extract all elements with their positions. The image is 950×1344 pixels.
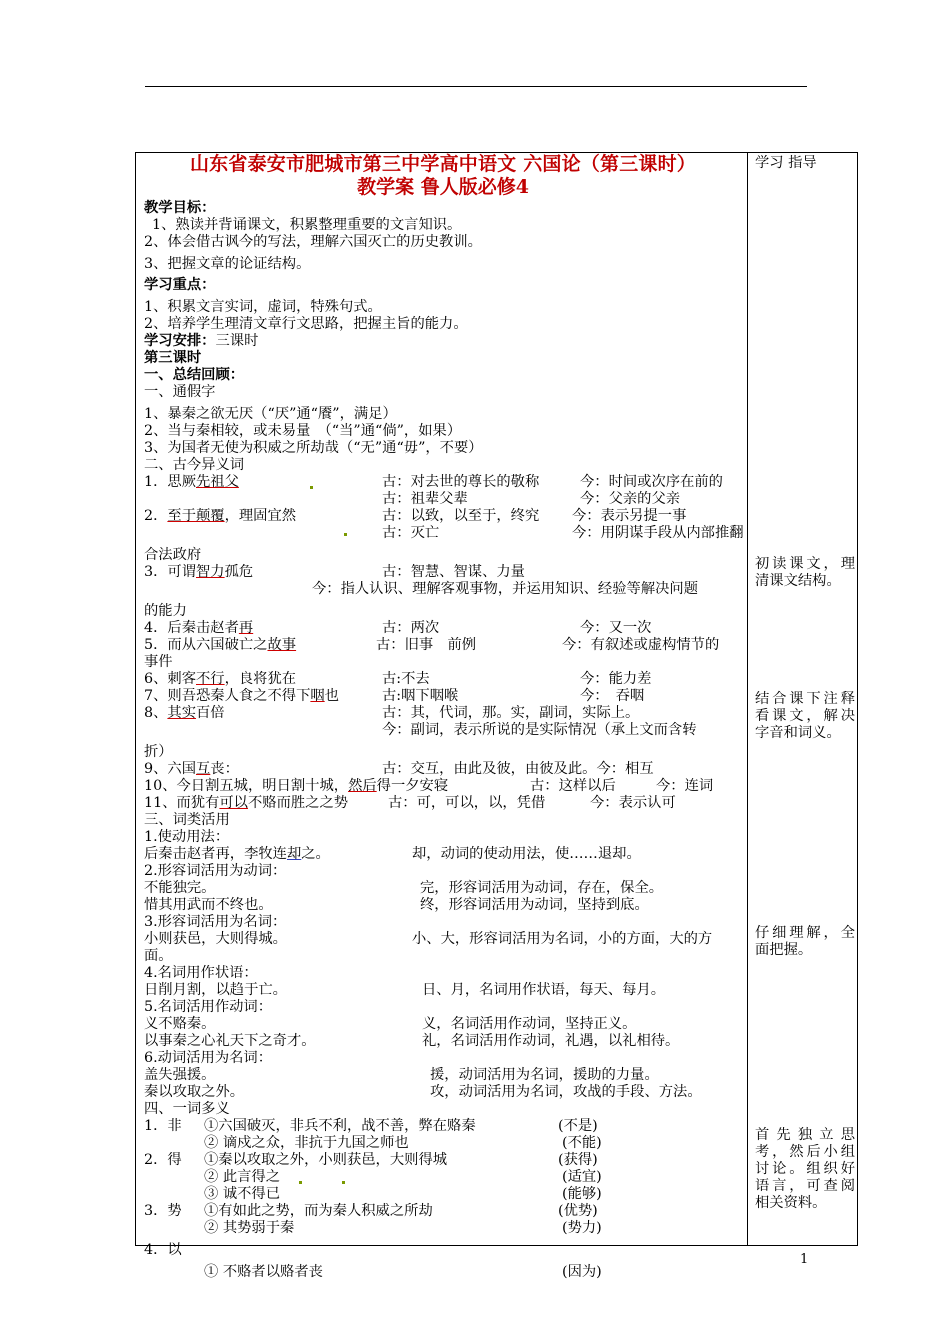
- goal-1: [144, 217, 742, 234]
- gujin-text: 百倍: [196, 705, 225, 721]
- gujin-text: 10、今日割五城，明日割十城，: [144, 778, 349, 794]
- huoyong-note: 小、大，形容词活用为名词，小的方面，大的方: [412, 931, 713, 947]
- huoyong-text: 义不赂秦。: [144, 1016, 216, 1032]
- gujin-jin: 今：有叙述或虚构情节的: [562, 637, 720, 653]
- gujin-text: 8、: [144, 705, 168, 721]
- huoyong-6a: [144, 1067, 742, 1084]
- gujin-3-cont: [144, 581, 742, 598]
- gujin-8-cont: [144, 722, 742, 739]
- duoyi-4: [144, 1242, 742, 1259]
- huoyong-1-heading: 1.使动用法：: [144, 829, 230, 845]
- gujin-jin: 今：指人认识、理解客观事物，并运用知识、经验等解决问题: [312, 581, 699, 597]
- gujin-text: 9、六国: [144, 761, 196, 777]
- huoyong-text: 秦以攻取之外。: [144, 1084, 245, 1100]
- huoyong-text: 之。: [301, 846, 330, 862]
- huoyong-4-heading: 4.名词用作状语：: [144, 965, 258, 981]
- focus-2: 2、培养学生理清文章行文思路，把握主旨的能力。: [144, 316, 468, 332]
- duoyi-meaning: (适宜): [562, 1169, 602, 1185]
- gujin-key: 故事: [267, 637, 297, 653]
- gujin-10: [144, 778, 742, 795]
- duoyi-meaning: (能够): [562, 1186, 602, 1202]
- duoyi-2b: [144, 1169, 742, 1186]
- gujin-key: 至于颠覆: [167, 508, 225, 524]
- huoyong-text: 日削月割，以趋于亡。: [144, 982, 287, 998]
- gujin-2: [144, 508, 742, 525]
- gujin-5-wrap: 事件: [144, 654, 173, 670]
- huoyong-note: 义，名词活用作动词，坚持正义。: [422, 1016, 637, 1032]
- duoyi-meaning: (因为): [562, 1264, 602, 1280]
- focus-heading: 学习重点：: [144, 277, 216, 293]
- gujin-jin: 今： 吞咽: [580, 688, 645, 704]
- goal-3: 3、把握文章的论证结构。: [144, 256, 311, 272]
- duoyi-example: ② 此言得之: [204, 1169, 281, 1185]
- gujin-key: 先祖父: [196, 474, 239, 490]
- gujin-3: [144, 564, 742, 581]
- duoyi-example: ①有如此之势，而为秦人积威之所劫: [204, 1203, 433, 1219]
- tongjia-3: 3、为国者无使为积威之所劫哉（“无”通“毋”，不要）: [144, 440, 483, 456]
- gujin-gu: 古：智慧、智谋、力量: [382, 564, 525, 580]
- lesson-label: 第三课时: [144, 350, 202, 366]
- review-heading: 一、总结回顾：: [144, 367, 245, 383]
- gujin-jin: 今：用阴谋手段从内部推翻: [572, 525, 744, 541]
- huoyong-1a: [144, 846, 742, 863]
- gujin-text: 6、刺客: [144, 671, 196, 687]
- duoyi-1b: [144, 1135, 742, 1152]
- section-duoyi: 四、一词多义: [144, 1101, 230, 1117]
- schedule-row: [144, 333, 742, 350]
- gujin-8-wrap: 折）: [144, 744, 173, 760]
- guide-note-3: 仔细理解，全面把握。: [755, 925, 855, 958]
- gujin-7: [144, 688, 742, 705]
- huoyong-text: 盖失强援。: [144, 1067, 216, 1083]
- page-number: 1: [800, 1252, 809, 1267]
- gujin-jin: 今：表示另提一事: [572, 508, 687, 524]
- column-divider: [747, 153, 748, 1245]
- huoyong-text: 不能独完。: [144, 880, 216, 896]
- gujin-text: 11、而犹有: [144, 795, 220, 811]
- gujin-key: 可以: [219, 795, 248, 811]
- schedule-value: 三课时: [215, 333, 259, 349]
- huoyong-4a: [144, 982, 742, 999]
- duoyi-meaning: (优势): [558, 1203, 598, 1219]
- gujin-gu: 古：两次: [382, 620, 440, 636]
- gujin-1: [144, 474, 742, 491]
- gujin-gu: 古：旧事 前例: [376, 637, 477, 653]
- duoyi-example: ② 谪戍之众，非抗于九国之师也: [204, 1135, 409, 1151]
- huoyong-note: 完，形容词活用为动词，存在，保全。: [420, 880, 664, 896]
- gujin-text: 7、则吾恐秦人食之不得下: [144, 688, 311, 704]
- doc-subtitle: 教学案 鲁人版必修4: [357, 176, 529, 198]
- huoyong-5a: [144, 1016, 742, 1033]
- gujin-4: [144, 620, 742, 637]
- gujin-text: ，理固宜然: [224, 508, 297, 524]
- stray-mark: [310, 486, 313, 489]
- guide-note-1: 初读课文，理清课文结构。: [755, 556, 855, 589]
- huoyong-6b: [144, 1084, 742, 1101]
- gujin-text: ，良将犹在: [224, 671, 297, 687]
- gujin-11: [144, 795, 742, 812]
- duoyi-word: 4．以: [144, 1242, 182, 1258]
- gujin-key: 然后: [348, 778, 377, 794]
- duoyi-example: ① 不赂者以赂者丧: [204, 1264, 323, 1280]
- gujin-jin: 今：时间或次序在前的: [580, 474, 723, 490]
- duoyi-meaning: (不是): [558, 1118, 598, 1134]
- gujin-9: [144, 761, 742, 778]
- section-tongjia: 一、通假字: [144, 384, 216, 400]
- duoyi-word: 2．得: [144, 1152, 182, 1168]
- gujin-3-wrap: 的能力: [144, 603, 187, 619]
- duoyi-2c: [144, 1186, 742, 1203]
- header-rule: [145, 86, 807, 87]
- gujin-5: [144, 637, 742, 654]
- gujin-text: 得一夕安寝: [376, 778, 449, 794]
- stray-mark: [299, 1181, 302, 1184]
- focus-1: 1、积累文言实词，虚词，特殊句式。: [144, 299, 382, 315]
- gujin-key: 咽: [310, 688, 325, 704]
- gujin-text: 3．可谓: [144, 564, 196, 580]
- gujin-key: 互: [196, 761, 211, 777]
- huoyong-note: 援，动词活用为名词，援助的力量。: [430, 1067, 659, 1083]
- gujin-jin: 今：表示认可: [590, 795, 676, 811]
- huoyong-text: 后秦击赵者再，李牧连: [144, 846, 287, 862]
- huoyong-key: 却: [286, 846, 302, 862]
- main-column: [144, 153, 742, 1281]
- goal-2: 2、体会借古讽今的写法，理解六国灭亡的历史教训。: [144, 234, 482, 250]
- lesson-table: [135, 152, 858, 1280]
- gujin-jin: 今：又一次: [580, 620, 652, 636]
- huoyong-note: 却，动词的使动用法，使……退却。: [412, 846, 641, 862]
- duoyi-word: 3．势: [144, 1203, 182, 1219]
- doc-title: 山东省泰安市肥城市第三中学高中语文 六国论（第三课时）: [189, 153, 697, 175]
- gujin-jin: 今：副词，表示所说的是实际情况（承上文而含转: [382, 722, 697, 738]
- gujin-gu: 古：可，可以，以，凭借: [388, 795, 546, 811]
- huoyong-text: 小则获邑，大则得城。: [144, 931, 287, 947]
- huoyong-note: 礼，名词活用作动词，礼遇，以礼相待。: [422, 1033, 680, 1049]
- gujin-gu: 古:咽下咽喉: [382, 688, 459, 704]
- gujin-2-cont: [144, 525, 742, 542]
- duoyi-2: [144, 1152, 742, 1169]
- gujin-text: 4．后秦击赵者: [144, 620, 239, 636]
- gujin-gu: 古：灭亡: [382, 525, 440, 541]
- huoyong-2-heading: 2.形容词活用为动词：: [144, 863, 287, 879]
- goal-text: 1、熟读并背诵课文，积累整理重要的文言知识。: [152, 217, 462, 233]
- huoyong-3a-wrap: 面。: [144, 948, 173, 964]
- duoyi-example: ①秦以攻取之外，小则获邑，大则得城: [204, 1152, 448, 1168]
- huoyong-2b: [144, 897, 742, 914]
- gujin-jin: 今：父亲的父亲: [580, 491, 681, 507]
- gujin-gu: 古：对去世的尊长的敬称: [382, 474, 540, 490]
- gujin-text: 不赂而胜之之势: [247, 795, 349, 811]
- huoyong-5b: [144, 1033, 742, 1050]
- huoyong-text: 以事秦之心礼天下之奇才。: [144, 1033, 316, 1049]
- duoyi-4b: [144, 1264, 742, 1281]
- duoyi-example: ② 其势弱于秦: [204, 1220, 295, 1236]
- duoyi-3b: [144, 1220, 742, 1237]
- duoyi-example: ③ 诚不得已: [204, 1186, 281, 1202]
- gujin-key: 智力: [196, 564, 225, 580]
- huoyong-3a: [144, 931, 742, 948]
- huoyong-3-heading: 3.形容词活用为名词：: [144, 914, 287, 930]
- duoyi-meaning: (获得): [558, 1152, 598, 1168]
- gujin-6: [144, 671, 742, 688]
- gujin-gu: 古：祖辈父辈: [382, 491, 468, 507]
- gujin-1-cont: [144, 491, 742, 508]
- huoyong-2a: [144, 880, 742, 897]
- gujin-text: 1．思厥: [144, 474, 196, 490]
- gujin-text: 也: [324, 688, 339, 704]
- huoyong-5-heading: 5.名词活用作动词：: [144, 999, 273, 1015]
- gujin-key: 不行: [196, 671, 225, 687]
- goals-heading: 教学目标：: [144, 200, 216, 216]
- huoyong-note: 攻，动词活用为名词，攻战的手段、方法。: [430, 1084, 702, 1100]
- schedule-label: 学习安排：: [144, 333, 216, 349]
- tongjia-2: 2、当与秦相较，或未易量 （“当”通“倘”，如果）: [144, 423, 462, 439]
- duoyi-meaning: (不能): [562, 1135, 602, 1151]
- gujin-gu: 古：这样以后: [530, 778, 616, 794]
- stray-mark: [344, 533, 347, 536]
- gujin-jin: 今：能力差: [580, 671, 652, 687]
- gujin-2-wrap: 合法政府: [144, 547, 202, 563]
- side-column: [755, 153, 853, 172]
- huoyong-6-heading: 6.动词活用为名词：: [144, 1050, 273, 1066]
- guide-note-2: 结合课下注释看课文，解决字音和词义。: [755, 691, 855, 741]
- gujin-gu: 古:不去: [382, 671, 430, 687]
- gujin-text: 孤危: [224, 564, 254, 580]
- side-header: 学习 指导: [755, 155, 817, 171]
- duoyi-example: ①六国破灭，非兵不利，战不善，弊在赂秦: [204, 1118, 476, 1134]
- gujin-jin: 今：连词: [656, 778, 714, 794]
- huoyong-note: 日、月，名词用作状语，每天、每月。: [422, 982, 666, 998]
- gujin-8: [144, 705, 742, 722]
- duoyi-meaning: (势力): [562, 1220, 602, 1236]
- guide-note-4: 首先独立思考，然后小组讨论。组织好语言，可查阅相关资料。: [755, 1127, 855, 1211]
- gujin-gu: 古：交互，由此及彼，由彼及此。今：相互: [382, 761, 654, 777]
- tongjia-1: 1、暴秦之欲无厌（“厌”通“餍”，满足）: [144, 406, 397, 422]
- huoyong-text: 惜其用武而不终也。: [144, 897, 273, 913]
- gujin-text: 丧：: [210, 761, 239, 777]
- duoyi-word: 1．非: [144, 1118, 182, 1134]
- gujin-text: 5．而从六国破亡之: [144, 637, 268, 653]
- duoyi-3: [144, 1203, 742, 1220]
- stray-mark: [342, 1181, 345, 1184]
- gujin-gu: 古：以致，以至于，终究: [382, 508, 540, 524]
- gujin-text: 2．: [144, 508, 168, 524]
- duoyi-1: [144, 1118, 742, 1135]
- section-huoyong: 三、词类活用: [144, 812, 230, 828]
- section-gujin: 二、古今异义词: [144, 457, 245, 473]
- gujin-key: 其实: [167, 705, 196, 721]
- huoyong-note: 终，形容词活用为动词，坚持到底。: [420, 897, 649, 913]
- gujin-key: 再: [238, 620, 254, 636]
- gujin-gu: 古：其，代词，那。实，副词，实际上。: [382, 705, 640, 721]
